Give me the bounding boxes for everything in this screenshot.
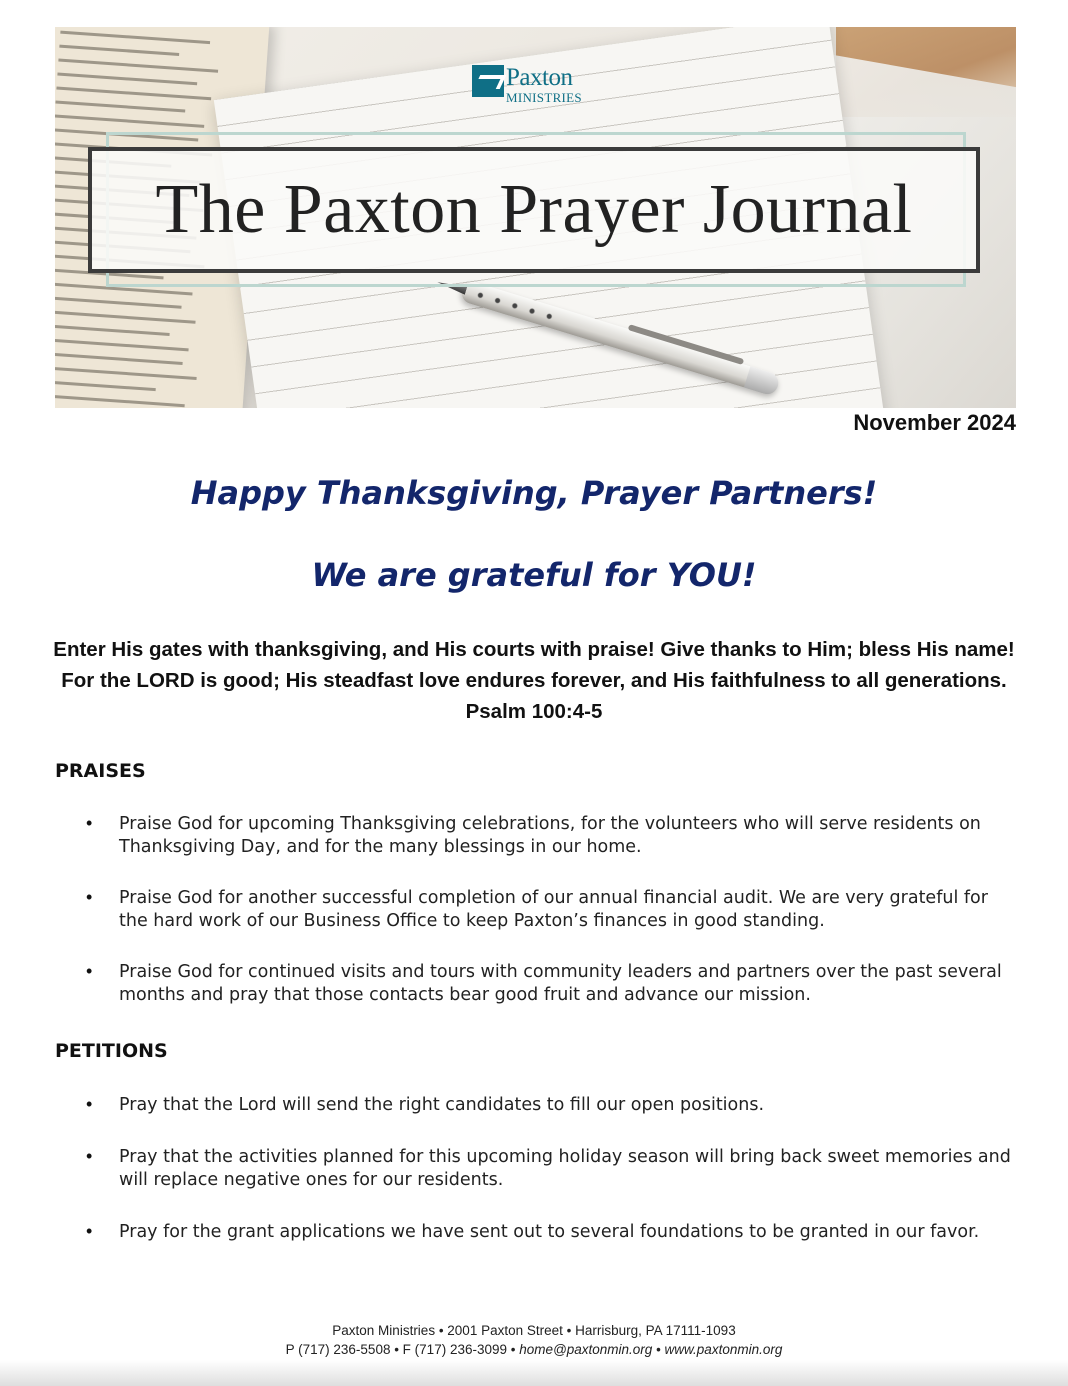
bullet-icon: • bbox=[86, 1094, 93, 1114]
greeting-headline: Happy Thanksgiving, Prayer Partners! bbox=[190, 474, 878, 512]
issue-date: November 2024 bbox=[853, 410, 1016, 435]
title-frame bbox=[88, 147, 980, 273]
header-banner bbox=[55, 27, 1016, 408]
footer-separator: • bbox=[656, 1342, 661, 1357]
scripture-quote: Enter His gates with thanksgiving, and His courts with praise! Give thanks to Him; bless His name! For the LORD is good; His steadfast love endures forever, and His faithfulness to all generations. Psalm 100:4-5 bbox=[53, 638, 1015, 723]
petitions-heading: PETITIONS bbox=[55, 1040, 168, 1062]
bullet-icon: • bbox=[86, 887, 93, 907]
footer-address: Paxton Ministries • 2001 Paxton Street • Harrisburg, PA 17111-1093 bbox=[332, 1323, 736, 1338]
bullet-icon: • bbox=[86, 1146, 93, 1166]
logo-subtitle: MINISTRIES bbox=[506, 90, 582, 105]
petition-text: Pray that the Lord will send the right candidates to fill our open positions. bbox=[119, 1095, 765, 1115]
grateful-headline: We are grateful for YOU! bbox=[311, 556, 757, 594]
praise-text: Praise God for another successful completion of our annual financial audit. We are very grateful for the hard work of our Business Office to keep Paxton’s finances in good standing. bbox=[119, 888, 988, 931]
journal-title: The Paxton Prayer Journal bbox=[155, 171, 913, 248]
bullet-icon: • bbox=[86, 1221, 93, 1241]
praises-heading: PRAISES bbox=[55, 760, 146, 782]
footer-contact bbox=[0, 1342, 1068, 1357]
bullet-icon: • bbox=[86, 813, 93, 833]
footer-website-link[interactable]: www.paxtonmin.org bbox=[664, 1342, 783, 1357]
logo-name: Paxton bbox=[506, 64, 573, 91]
paxton-ministries-logo bbox=[472, 65, 582, 104]
page-bottom-shadow bbox=[0, 1360, 1068, 1386]
footer-phone-fax: P (717) 236-5508 • F (717) 236-3099 • bbox=[285, 1342, 516, 1357]
logo-mark-icon bbox=[472, 65, 504, 97]
praise-text: Praise God for continued visits and tours with community leaders and partners over the past several months and pray that those contacts bear good fruit and advance our mission. bbox=[119, 962, 1002, 1005]
praise-text: Praise God for upcoming Thanksgiving celebrations, for the volunteers who will serve residents on Thanksgiving Day, and for the many blessings in our home. bbox=[119, 814, 981, 857]
petition-text: Pray that the activities planned for this upcoming holiday season will bring back sweet memories and will replace negative ones for our residents. bbox=[119, 1147, 1011, 1190]
petition-text: Pray for the grant applications we have sent out to several foundations to be granted in our favor. bbox=[119, 1222, 980, 1242]
bullet-icon: • bbox=[86, 961, 93, 981]
footer-email-link[interactable]: home@paxtonmin.org bbox=[519, 1342, 653, 1357]
